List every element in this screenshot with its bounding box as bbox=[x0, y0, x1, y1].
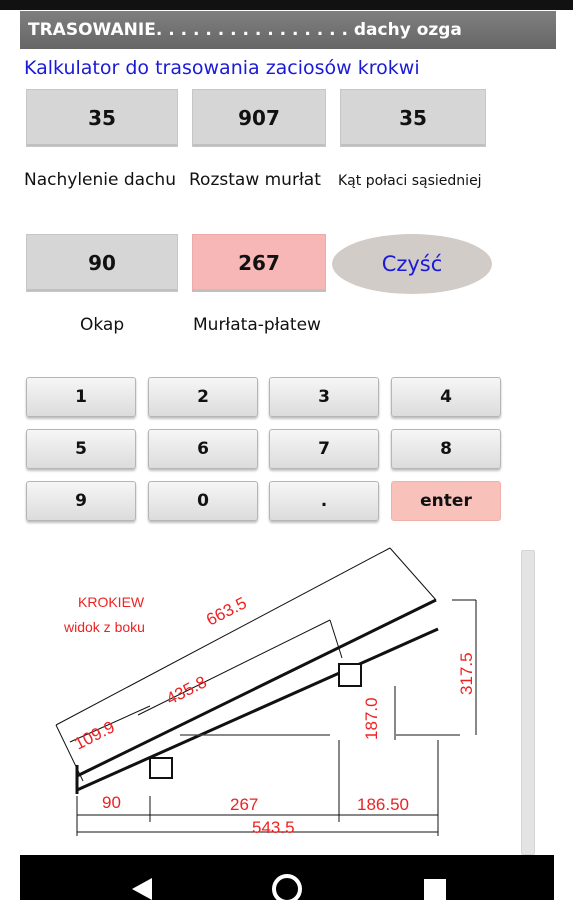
key-9[interactable]: 9 bbox=[26, 481, 136, 521]
dim-top-length: 663.5 bbox=[203, 593, 250, 630]
rafter-diagram bbox=[20, 540, 520, 855]
navigation-bar bbox=[20, 855, 554, 900]
plate-purlin-field[interactable]: 267 bbox=[192, 234, 326, 292]
key-7[interactable]: 7 bbox=[269, 429, 379, 469]
dim-right-span: 186.50 bbox=[357, 795, 409, 814]
key-4[interactable]: 4 bbox=[391, 377, 501, 417]
dim-eave: 90 bbox=[102, 793, 121, 812]
key-3[interactable]: 3 bbox=[269, 377, 379, 417]
page-heading: Kalkulator do trasowania zaciosów krokwi bbox=[24, 57, 420, 79]
slope-field[interactable]: 35 bbox=[26, 89, 178, 147]
dim-total-span: 543.5 bbox=[252, 818, 295, 837]
dim-middle-length: 435.8 bbox=[163, 672, 210, 709]
app-title: TRASOWANIE. . . . . . . . . . . . . . . . dachy ozga bbox=[28, 20, 462, 40]
dim-top-line bbox=[56, 548, 390, 725]
dim-top-ext bbox=[390, 548, 436, 600]
diagram-caption-title: KROKIEW bbox=[78, 594, 145, 610]
back-icon[interactable] bbox=[132, 878, 152, 900]
key-2[interactable]: 2 bbox=[148, 377, 258, 417]
key-0[interactable]: 0 bbox=[148, 481, 258, 521]
spacing-field[interactable]: 907 bbox=[192, 89, 326, 147]
home-icon[interactable] bbox=[274, 876, 300, 900]
dim-tail-length: 109.9 bbox=[71, 717, 118, 754]
key-5[interactable]: 5 bbox=[26, 429, 136, 469]
adjacent-angle-field[interactable]: 35 bbox=[340, 89, 486, 147]
key-1[interactable]: 1 bbox=[26, 377, 136, 417]
adjacent-angle-label: Kąt połaci sąsiedniej bbox=[338, 173, 482, 189]
key-6[interactable]: 6 bbox=[148, 429, 258, 469]
spacing-label: Rozstaw murłat bbox=[189, 170, 321, 190]
rafter-bottom-edge bbox=[77, 629, 438, 790]
diagram-scrollbar[interactable] bbox=[521, 550, 535, 855]
slope-label: Nachylenie dachu bbox=[24, 170, 176, 190]
plate-purlin-label: Murłata-płatew bbox=[193, 315, 321, 335]
clear-button[interactable]: Czyść bbox=[332, 234, 492, 294]
diagram-caption-subtitle: widok z boku bbox=[64, 619, 145, 635]
purlin-support bbox=[339, 664, 361, 686]
key-enter[interactable]: enter bbox=[391, 481, 501, 521]
app-title-bar bbox=[20, 11, 556, 49]
dim-support-height: 187.0 bbox=[362, 697, 381, 740]
key-decimal[interactable]: . bbox=[269, 481, 379, 521]
recents-icon[interactable] bbox=[424, 879, 446, 900]
wall-plate-support bbox=[150, 758, 172, 778]
dim-right-height: 317.5 bbox=[457, 652, 476, 695]
eave-field[interactable]: 90 bbox=[26, 234, 178, 292]
eave-label: Okap bbox=[80, 315, 125, 335]
dim-mid-span: 267 bbox=[230, 795, 259, 814]
key-8[interactable]: 8 bbox=[391, 429, 501, 469]
status-bar bbox=[0, 0, 573, 10]
